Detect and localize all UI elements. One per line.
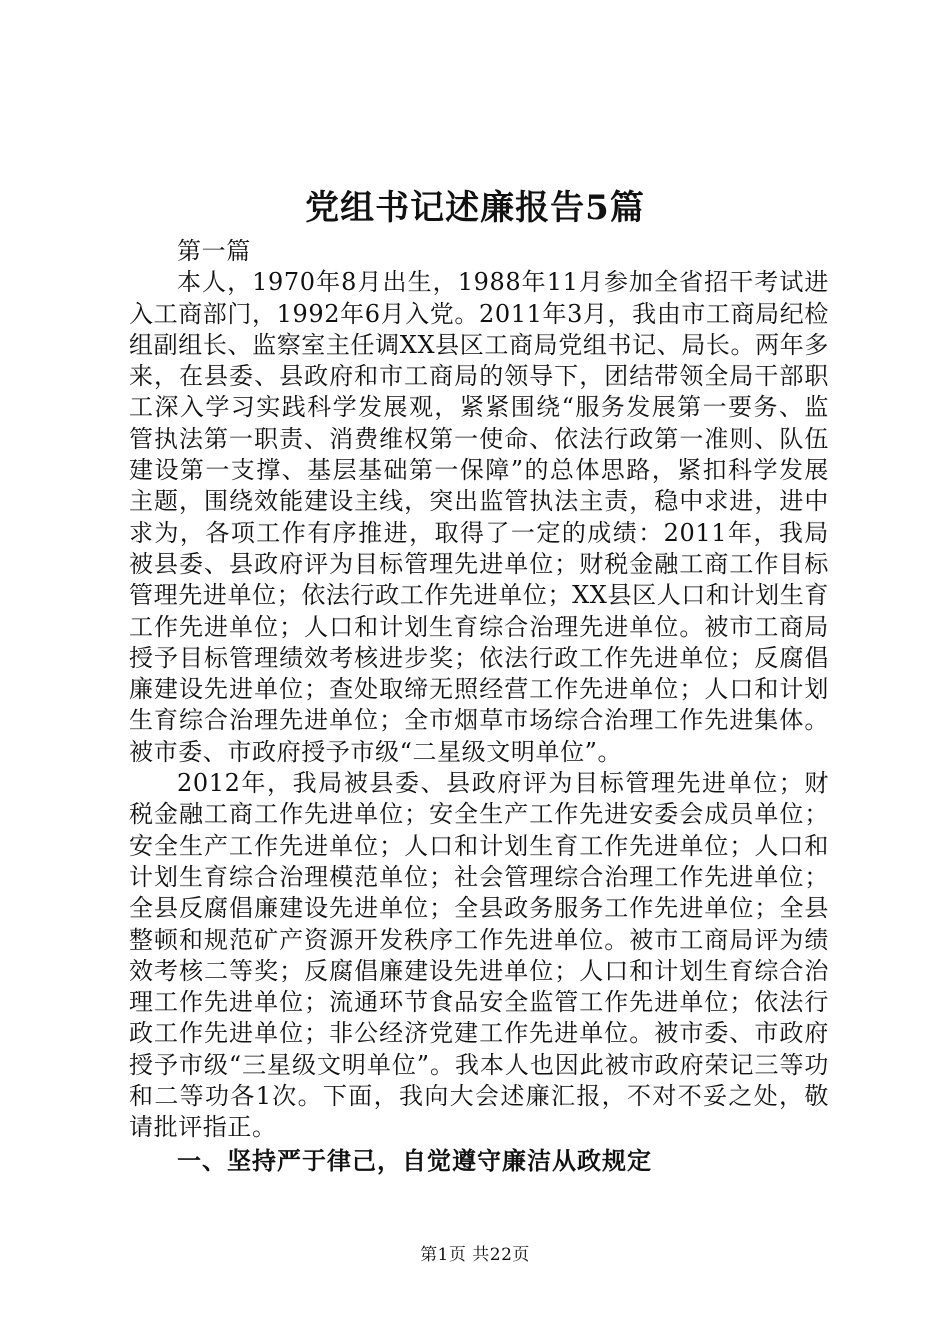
section-heading: 一、坚持严于律己，自觉遵守廉洁从政规定 — [177, 1146, 652, 1175]
paragraph-introduction: 本人，1970年8月出生，1988年11月参加全省招干考试进入工商部门，1992年6月入党。2011年3月，我由市工商局纪检组副组长、监察室主任调XX县区工商局党组书记、局长。两年多来，在县委、县政府和市工商局的领导下，团结带领全局干部职工深入学习实践科学发展观，紧紧围绕“服务发展第一要务、监管执法第一职责、消费维权第一使命、依法行政第一准则、队伍建设第一支撑、基层基础第一保障”的总体思路，紧扣科学发展主题，围绕效能建设主线，突出监管执法主责，稳中求进，进中求为，各项工作有序推进，取得了一定的成绩：2011年，我局被县委、县政府评为目标管理先进单位；财税金融工商工作目标管理先进单位；依法行政工作先进单位；XX县区人口和计划生育工作先进单位；人口和计划生育综合治理先进单位。被市工商局授予目标管理绩效考核进步奖；依法行政工作先进单位；反腐倡廉建设先进单位；查处取缔无照经营工作先进单位；人口和计划生育综合治理先进单位；全市烟草市场综合治理工作先进集体。被市委、市政府授予市级“二星级文明单位”。 — [129, 268, 829, 766]
document-title: 党组书记述廉报告5篇 — [305, 188, 645, 228]
page-footer: 第1页 共22页 — [420, 1245, 530, 1265]
paragraph-chapter-label: 第一篇 — [177, 237, 251, 265]
paragraph-2012-achievements: 2012年，我局被县委、县政府评为目标管理先进单位；财税金融工商工作先进单位；安全生产工作先进安委会成员单位；安全生产工作先进单位；人口和计划生育工作先进单位；人口和计划生育综合治理模范单位；社会管理综合治理工作先进单位；全县反腐倡廉建设先进单位；全县政务服务工作先进单位；全县整顿和规范矿产资源开发秩序工作先进单位。被市工商局评为绩效考核二等奖；反腐倡廉建设先进单位；人口和计划生育综合治理工作先进单位；流通环节食品安全监管工作先进单位；依法行政工作先进单位；非公经济党建工作先进单位。被市委、市政府授予市级“三星级文明单位”。我本人也因此被市政府荣记三等功和二等功各1次。下面，我向大会述廉汇报，不对不妥之处，敬请批评指正。 — [129, 769, 829, 1142]
document-body — [129, 236, 829, 1178]
